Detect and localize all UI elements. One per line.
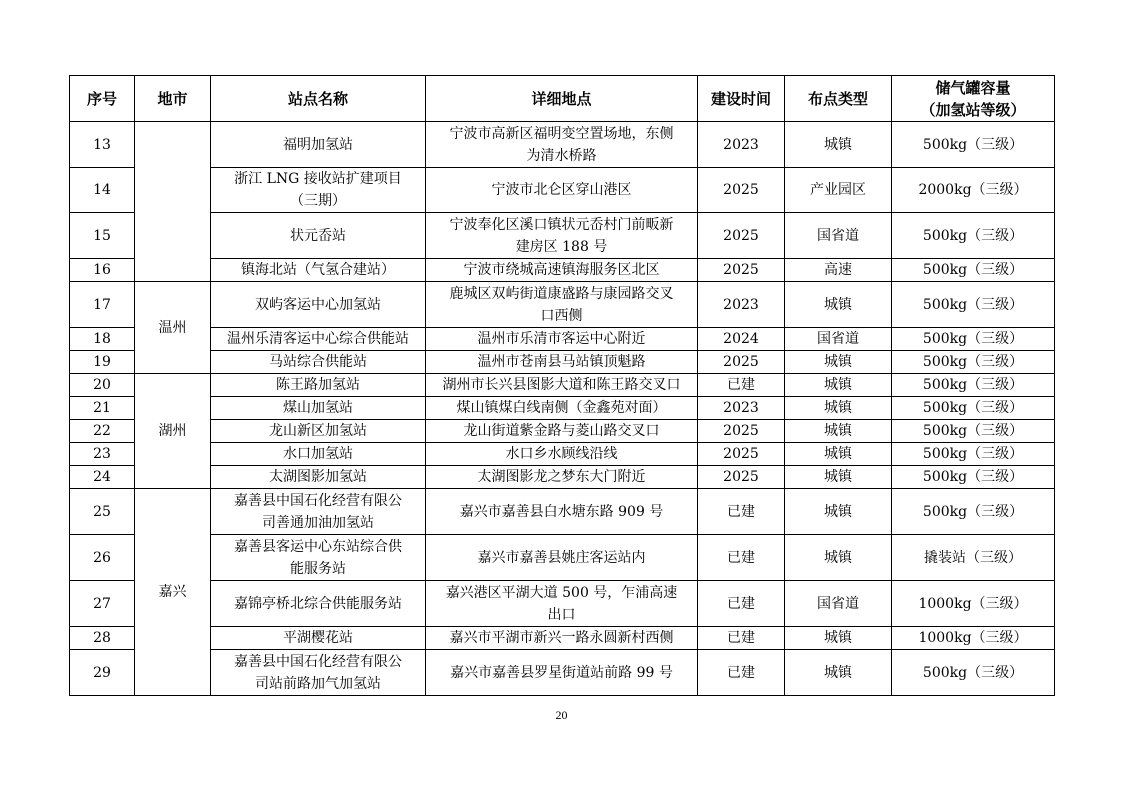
build-time-cell: 2025 xyxy=(698,466,785,489)
build-time-cell: 已建 xyxy=(698,535,785,581)
address-cell: 嘉兴市平湖市新兴一路永圆新村西侧 xyxy=(426,627,698,650)
address-cell: 鹿城区双屿街道康盛路与康园路交叉 口西侧 xyxy=(426,282,698,328)
address-cell: 湖州市长兴县图影大道和陈王路交叉口 xyxy=(426,374,698,397)
capacity-cell: 500kg（三级） xyxy=(892,466,1055,489)
build-time-cell: 已建 xyxy=(698,581,785,627)
capacity-cell: 1000kg（三级） xyxy=(892,581,1055,627)
city-cell xyxy=(135,122,211,282)
address-cell: 水口乡水顾线沿线 xyxy=(426,443,698,466)
table-row xyxy=(70,351,1055,374)
build-time-cell: 已建 xyxy=(698,627,785,650)
station-name-cell: 温州乐清客运中心综合供能站 xyxy=(211,328,426,351)
address-cell: 嘉兴市嘉善县姚庄客运站内 xyxy=(426,535,698,581)
station-name-cell: 嘉善县中国石化经营有限公 司站前路加气加氢站 xyxy=(211,650,426,696)
site-type-cell: 国省道 xyxy=(785,581,892,627)
site-type-cell: 城镇 xyxy=(785,351,892,374)
capacity-cell: 2000kg（三级） xyxy=(892,168,1055,213)
table-row xyxy=(70,213,1055,259)
table-row xyxy=(70,374,1055,397)
build-time-cell: 2025 xyxy=(698,168,785,213)
address-cell: 嘉兴港区平湖大道 500 号，乍浦高速 出口 xyxy=(426,581,698,627)
build-time-cell: 2025 xyxy=(698,351,785,374)
site-type-cell: 城镇 xyxy=(785,466,892,489)
serial-cell: 18 xyxy=(70,328,135,351)
table-row xyxy=(70,627,1055,650)
serial-cell: 25 xyxy=(70,489,135,535)
station-name-cell: 双屿客运中心加氢站 xyxy=(211,282,426,328)
site-type-cell: 城镇 xyxy=(785,650,892,696)
capacity-cell: 500kg（三级） xyxy=(892,374,1055,397)
build-time-cell: 2023 xyxy=(698,397,785,420)
address-cell: 龙山街道紫金路与菱山路交叉口 xyxy=(426,420,698,443)
header-station-name: 站点名称 xyxy=(211,76,426,122)
serial-cell: 15 xyxy=(70,213,135,259)
serial-cell: 22 xyxy=(70,420,135,443)
station-name-cell: 嘉善县中国石化经营有限公 司善通加油加氢站 xyxy=(211,489,426,535)
header-site-type: 布点类型 xyxy=(785,76,892,122)
table-row xyxy=(70,328,1055,351)
serial-cell: 26 xyxy=(70,535,135,581)
station-name-cell: 马站综合供能站 xyxy=(211,351,426,374)
station-name-cell: 镇海北站（气氢合建站） xyxy=(211,259,426,282)
table-row xyxy=(70,581,1055,627)
site-type-cell: 产业园区 xyxy=(785,168,892,213)
table-row xyxy=(70,650,1055,696)
address-cell: 温州市乐清市客运中心附近 xyxy=(426,328,698,351)
site-type-cell: 城镇 xyxy=(785,282,892,328)
serial-cell: 23 xyxy=(70,443,135,466)
station-name-cell: 嘉善县客运中心东站综合供 能服务站 xyxy=(211,535,426,581)
site-type-cell: 城镇 xyxy=(785,420,892,443)
table-row xyxy=(70,282,1055,328)
table-row xyxy=(70,443,1055,466)
station-name-cell: 太湖图影加氢站 xyxy=(211,466,426,489)
data-table xyxy=(69,75,1055,696)
site-type-cell: 城镇 xyxy=(785,489,892,535)
site-type-cell: 城镇 xyxy=(785,397,892,420)
site-type-cell: 城镇 xyxy=(785,122,892,168)
station-name-cell: 陈王路加氢站 xyxy=(211,374,426,397)
station-name-cell: 福明加氢站 xyxy=(211,122,426,168)
address-cell: 嘉兴市嘉善县白水塘东路 909 号 xyxy=(426,489,698,535)
address-cell: 宁波市绕城高速镇海服务区北区 xyxy=(426,259,698,282)
serial-cell: 21 xyxy=(70,397,135,420)
city-cell: 湖州 xyxy=(135,374,211,489)
build-time-cell: 已建 xyxy=(698,489,785,535)
serial-cell: 13 xyxy=(70,122,135,168)
table-header-row xyxy=(70,76,1055,122)
table-row xyxy=(70,535,1055,581)
table-row xyxy=(70,489,1055,535)
build-time-cell: 2025 xyxy=(698,213,785,259)
header-city: 地市 xyxy=(135,76,211,122)
table-row xyxy=(70,397,1055,420)
site-type-cell: 城镇 xyxy=(785,627,892,650)
city-cell: 嘉兴 xyxy=(135,489,211,696)
build-time-cell: 已建 xyxy=(698,374,785,397)
capacity-cell: 500kg（三级） xyxy=(892,443,1055,466)
capacity-cell: 500kg（三级） xyxy=(892,420,1055,443)
site-type-cell: 城镇 xyxy=(785,535,892,581)
table-row xyxy=(70,259,1055,282)
header-capacity: 储气罐容量 （加氢站等级） xyxy=(892,76,1055,122)
build-time-cell: 2025 xyxy=(698,259,785,282)
station-name-cell: 嘉锦亭桥北综合供能服务站 xyxy=(211,581,426,627)
city-cell: 温州 xyxy=(135,282,211,374)
serial-cell: 28 xyxy=(70,627,135,650)
address-cell: 宁波奉化区溪口镇状元岙村门前畈新 建房区 188 号 xyxy=(426,213,698,259)
capacity-cell: 500kg（三级） xyxy=(892,489,1055,535)
station-name-cell: 状元岙站 xyxy=(211,213,426,259)
capacity-cell: 500kg（三级） xyxy=(892,397,1055,420)
serial-cell: 20 xyxy=(70,374,135,397)
header-build-time: 建设时间 xyxy=(698,76,785,122)
address-cell: 宁波市北仑区穿山港区 xyxy=(426,168,698,213)
serial-cell: 29 xyxy=(70,650,135,696)
build-time-cell: 2024 xyxy=(698,328,785,351)
capacity-cell: 500kg（三级） xyxy=(892,351,1055,374)
site-type-cell: 高速 xyxy=(785,259,892,282)
capacity-cell: 500kg（三级） xyxy=(892,328,1055,351)
build-time-cell: 2023 xyxy=(698,122,785,168)
address-cell: 嘉兴市嘉善县罗星街道站前路 99 号 xyxy=(426,650,698,696)
build-time-cell: 已建 xyxy=(698,650,785,696)
capacity-cell: 500kg（三级） xyxy=(892,122,1055,168)
build-time-cell: 2025 xyxy=(698,443,785,466)
build-time-cell: 2025 xyxy=(698,420,785,443)
capacity-cell: 撬装站（三级） xyxy=(892,535,1055,581)
address-cell: 煤山镇煤白线南侧（金鑫苑对面） xyxy=(426,397,698,420)
page-number: 20 xyxy=(555,708,568,722)
address-cell: 太湖图影龙之梦东大门附近 xyxy=(426,466,698,489)
serial-cell: 24 xyxy=(70,466,135,489)
address-cell: 宁波市高新区福明变空置场地，东侧 为清水桥路 xyxy=(426,122,698,168)
serial-cell: 16 xyxy=(70,259,135,282)
site-type-cell: 城镇 xyxy=(785,443,892,466)
header-address: 详细地点 xyxy=(426,76,698,122)
station-name-cell: 平湖樱花站 xyxy=(211,627,426,650)
site-type-cell: 城镇 xyxy=(785,374,892,397)
serial-cell: 19 xyxy=(70,351,135,374)
station-name-cell: 水口加氢站 xyxy=(211,443,426,466)
table-row xyxy=(70,122,1055,168)
serial-cell: 27 xyxy=(70,581,135,627)
capacity-cell: 1000kg（三级） xyxy=(892,627,1055,650)
site-type-cell: 国省道 xyxy=(785,328,892,351)
table-row xyxy=(70,466,1055,489)
table-row xyxy=(70,168,1055,213)
address-cell: 温州市苍南县马站镇顶魁路 xyxy=(426,351,698,374)
capacity-cell: 500kg（三级） xyxy=(892,259,1055,282)
capacity-cell: 500kg（三级） xyxy=(892,650,1055,696)
serial-cell: 14 xyxy=(70,168,135,213)
station-name-cell: 煤山加氢站 xyxy=(211,397,426,420)
header-serial: 序号 xyxy=(70,76,135,122)
table-body xyxy=(70,122,1055,696)
serial-cell: 17 xyxy=(70,282,135,328)
table-row xyxy=(70,420,1055,443)
site-type-cell: 国省道 xyxy=(785,213,892,259)
build-time-cell: 2023 xyxy=(698,282,785,328)
station-name-cell: 浙江 LNG 接收站扩建项目 （三期） xyxy=(211,168,426,213)
capacity-cell: 500kg（三级） xyxy=(892,213,1055,259)
capacity-cell: 500kg（三级） xyxy=(892,282,1055,328)
station-name-cell: 龙山新区加氢站 xyxy=(211,420,426,443)
